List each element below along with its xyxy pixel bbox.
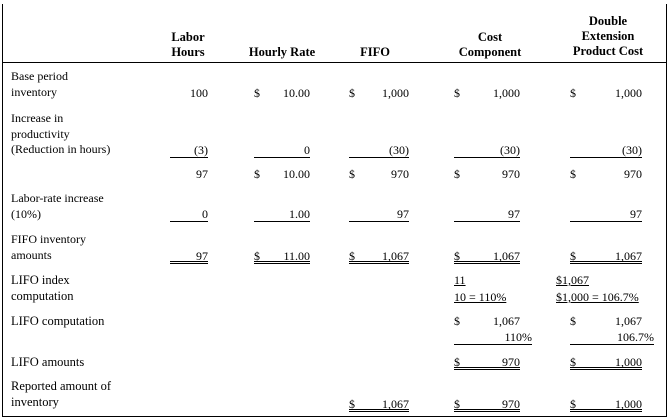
row-label-lifo-amounts: LIFO amounts — [11, 355, 85, 369]
row-label-reported: Reported amount of inventory — [11, 379, 111, 409]
cell-subtotal-fifo: $ 970 — [349, 167, 409, 181]
cell-labor-rate-cc: 97 — [454, 207, 520, 222]
cell-lifo-comp-de: $ 1,067 — [570, 314, 642, 328]
header-double-extension: Double Extension Product Cost — [572, 14, 644, 58]
cell-subtotal-cc: $ 970 — [454, 167, 520, 181]
cell-fifo-amounts-hours: 97 — [170, 249, 208, 264]
cell-subtotal-rate: $ 10.00 — [254, 167, 310, 181]
cell-productivity-hours: (3) — [170, 143, 208, 158]
header-hourly-rate: Hourly Rate — [248, 45, 316, 59]
cell-labor-rate-hours: 0 — [170, 207, 208, 222]
cell-base-rate: $ 10.00 — [254, 86, 310, 100]
cell-lifo-index-cc-denominator: 10 = 110% — [454, 290, 507, 304]
cell-labor-rate-de: 97 — [570, 207, 642, 222]
header-cost-component: Cost Component — [458, 30, 522, 59]
row-label-productivity: Increase in productivity (Reduction in hours) — [11, 111, 111, 156]
row-label-fifo-amounts: FIFO inventory amounts — [11, 232, 86, 262]
cell-fifo-amounts-fifo: $ 1,067 — [349, 249, 409, 263]
cell-lifo-index-de-denominator: $1,000 = 106.7% — [556, 290, 639, 304]
row-label-lifo-computation: LIFO computation — [11, 314, 105, 328]
header-divider — [2, 62, 667, 63]
cell-fifo-amounts-de: $ 1,067 — [570, 249, 642, 263]
header-labor-hours: Labor Hours — [171, 30, 205, 59]
cell-productivity-fifo: (30) — [349, 143, 409, 158]
cell-lifo-index-cc-numerator: 11 — [454, 273, 466, 287]
cell-subtotal-hours: 97 — [196, 167, 208, 181]
cell-labor-rate-rate: 1.00 — [254, 207, 310, 222]
cell-reported-fifo: $ 1,067 — [349, 397, 409, 411]
cell-subtotal-de: $ 970 — [570, 167, 642, 181]
cell-base-fifo: $ 1,000 — [349, 86, 409, 100]
cell-lifo-comp-cc: $ 1,067 — [454, 314, 520, 328]
cell-lifo-index-de-numerator: $1,067 — [556, 273, 589, 287]
cell-lifo-amounts-cc: $ 970 — [454, 355, 520, 369]
header-fifo: FIFO — [360, 45, 390, 59]
cell-base-cc: $ 1,000 — [454, 86, 520, 100]
cell-fifo-amounts-rate: $ 11.00 — [254, 249, 310, 263]
row-label-labor-rate: Labor-rate increase (10%) — [11, 191, 104, 221]
cell-productivity-de: (30) — [570, 143, 642, 158]
cell-fifo-amounts-cc: $ 1,067 — [454, 249, 520, 263]
cell-reported-cc: $ 970 — [454, 397, 520, 411]
row-label-lifo-index: LIFO index computation — [11, 273, 74, 303]
cell-productivity-rate: 0 — [254, 143, 310, 158]
row-label-base-period: Base period inventory — [11, 69, 68, 99]
cell-lifo-amounts-de: $ 1,000 — [570, 355, 642, 369]
cell-lifo-comp-cc-pct: 110% — [454, 330, 532, 345]
cell-labor-rate-fifo: 97 — [349, 207, 409, 222]
cell-reported-de: $ 1,000 — [570, 397, 642, 411]
cell-base-hours: 100 — [190, 86, 208, 100]
cell-base-de: $ 1,000 — [570, 86, 642, 100]
cell-lifo-comp-de-pct: 106.7% — [570, 330, 654, 345]
cell-productivity-cc: (30) — [454, 143, 520, 158]
